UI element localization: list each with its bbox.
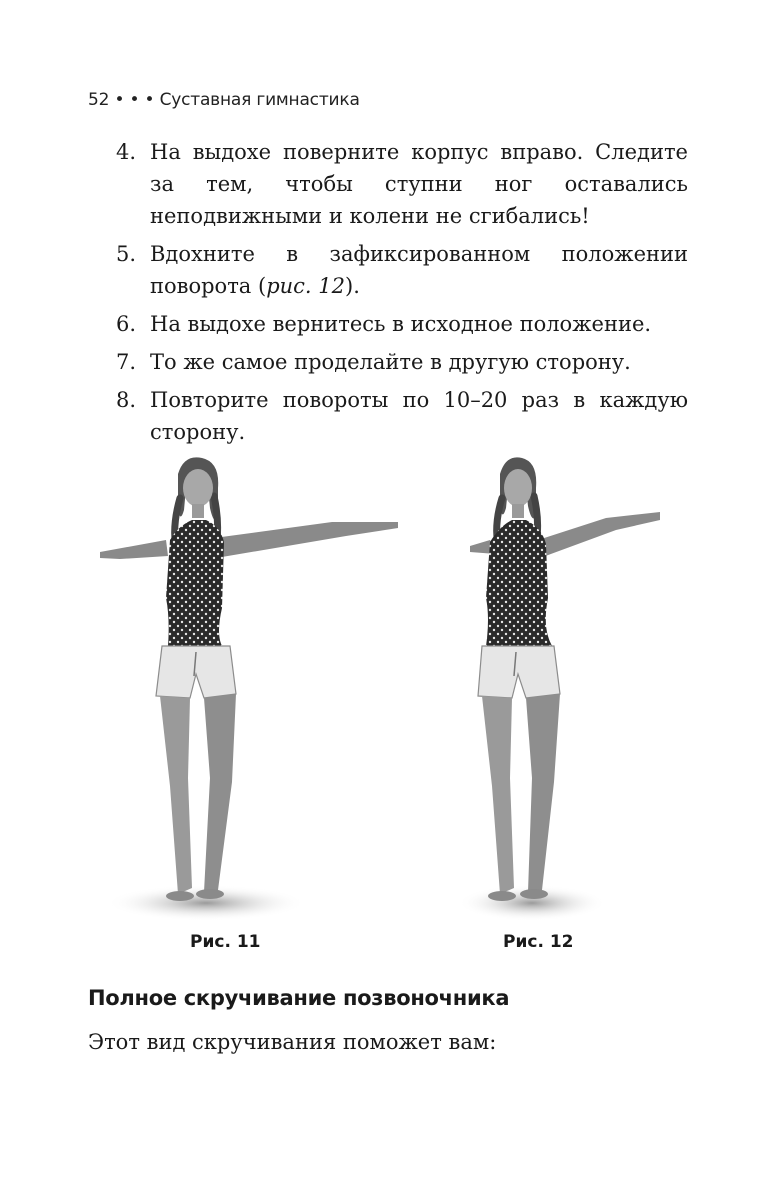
step-item — [88, 384, 688, 448]
step-number: 5. — [116, 242, 137, 266]
step-text — [148, 238, 688, 302]
page-number: 52 — [88, 90, 110, 110]
step-text: Повторите повороты по 10–20 раз в каждую сторону. — [150, 388, 688, 444]
section-title: Полное скручивание позвоночника — [88, 986, 510, 1010]
header-separator: • • • — [114, 90, 155, 110]
step-number: 8. — [116, 388, 137, 412]
step-item — [88, 346, 688, 378]
step-number: 7. — [116, 350, 137, 374]
step-item — [88, 136, 688, 232]
step-text-part: ). — [345, 274, 360, 298]
figure-12-caption: Рис. 12 — [503, 932, 574, 952]
exercise-illustration — [456, 448, 666, 923]
step-number: 6. — [116, 312, 137, 336]
step-text: На выдохе вернитесь в исходное положение. — [150, 312, 652, 336]
section-intro: Этот вид скручивания поможет вам: — [88, 1030, 497, 1054]
steps-list — [88, 136, 688, 454]
figure-11-caption: Рис. 11 — [190, 932, 261, 952]
step-text-part: Вдохните в зафиксированном положении поворота ( — [150, 242, 688, 298]
step-text: На выдохе поверните корпус вправо. Следите за тем, чтобы ступни ног оставались неподвижными и колени не сгибались! — [150, 140, 688, 228]
step-number: 4. — [116, 140, 137, 164]
figure-reference: рис. 12 — [266, 274, 346, 298]
figure-11-photo — [96, 448, 406, 923]
exercise-illustration — [96, 448, 406, 923]
step-text: То же самое проделайте в другую сторону. — [150, 350, 631, 374]
figure-12-photo — [456, 448, 666, 923]
step-item — [88, 238, 688, 302]
book-title: Суставная гимнастика — [159, 90, 360, 110]
running-head — [88, 90, 360, 110]
step-item — [88, 308, 688, 340]
